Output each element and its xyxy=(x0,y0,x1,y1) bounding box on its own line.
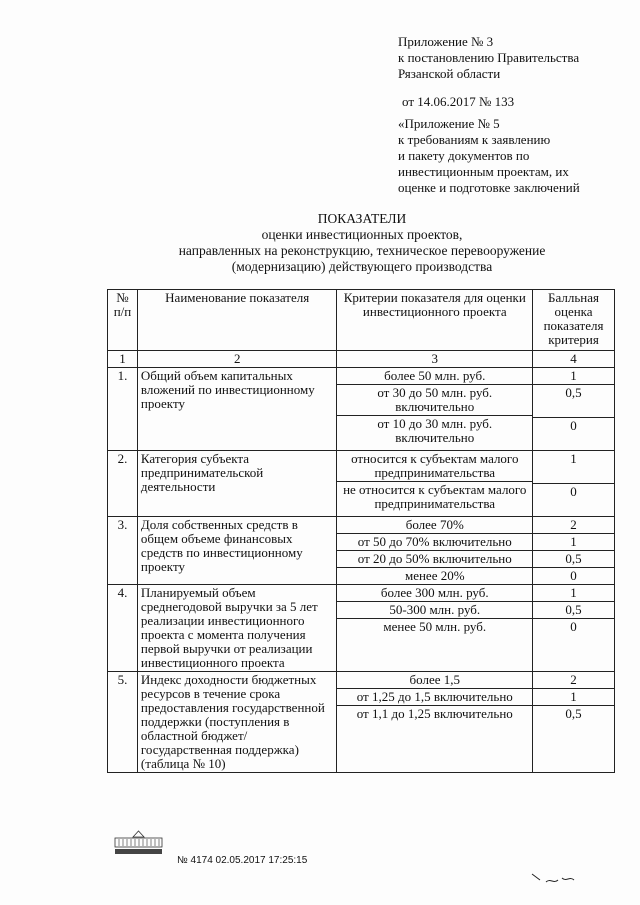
criterion: более 70% xyxy=(337,517,532,534)
table-row xyxy=(108,451,615,517)
criteria-cell xyxy=(337,517,533,585)
appendix-to-resolution: к постановлению Правительства xyxy=(398,50,580,65)
sub-appendix-line2: к требованиям к заявлению xyxy=(398,132,551,147)
criteria-cell xyxy=(337,368,533,451)
criterion: от 50 до 70% включительно xyxy=(337,534,532,551)
title-line3: направленных на реконструкцию, техническое перевооружение xyxy=(178,243,546,258)
score-cell xyxy=(533,451,615,517)
sub-appendix-line3: и пакету документов по xyxy=(398,148,530,163)
table-row xyxy=(108,585,615,672)
score-cell xyxy=(533,585,615,672)
colnum-1: 1 xyxy=(108,351,138,368)
score: 0 xyxy=(570,568,577,583)
table-row xyxy=(108,368,615,451)
score: 0 xyxy=(570,484,577,499)
criterion: более 1,5 xyxy=(337,672,532,689)
criterion: от 30 до 50 млн. руб. включительно xyxy=(337,385,532,416)
score: 0 xyxy=(570,418,577,433)
score-cell xyxy=(533,368,615,451)
criterion: от 1,1 до 1,25 включительно xyxy=(356,706,513,721)
score: 1 xyxy=(533,368,614,385)
appendix-region: Рязанской области xyxy=(398,66,501,81)
criteria-cell xyxy=(337,672,533,773)
colnum-2: 2 xyxy=(137,351,337,368)
table-row xyxy=(108,517,615,585)
appendix-date: от 14.06.2017 № 133 xyxy=(402,94,515,109)
score: 0,5 xyxy=(533,602,614,619)
criterion: более 300 млн. руб. xyxy=(337,585,532,602)
sub-appendix-line4: инвестиционным проектам, их xyxy=(398,164,569,179)
colnum-4: 4 xyxy=(533,351,615,368)
score: 1 xyxy=(533,585,614,602)
indicator-name: Доля собственных средств в общем объеме финансовых средств по инвестиционному проекту xyxy=(137,517,337,585)
criterion: 50-300 млн. руб. xyxy=(337,602,532,619)
document-registration-number: № 4174 02.05.2017 17:25:15 xyxy=(177,855,308,866)
criterion: более 50 млн. руб. xyxy=(337,368,532,385)
row-number: 5. xyxy=(108,672,138,773)
row-number: 4. xyxy=(108,585,138,672)
title-line4: (модернизацию) действующего производства xyxy=(231,259,493,274)
indicator-name: Категория субъекта предпринимательской деятельности xyxy=(137,451,337,517)
header-name: Наименование показателя xyxy=(137,290,337,351)
indicator-name: Общий объем капитальных вложений по инвестиционному проекту xyxy=(137,368,337,451)
criterion: от 10 до 30 млн. руб. включительно xyxy=(377,416,493,445)
row-number: 3. xyxy=(108,517,138,585)
table-header-row xyxy=(108,290,615,351)
criteria-cell xyxy=(337,585,533,672)
header-criteria: Критерии показателя для оценки инвестиционного проекта xyxy=(337,290,533,351)
score: 1 xyxy=(533,689,614,706)
indicators-table xyxy=(107,289,615,773)
row-number: 2. xyxy=(108,451,138,517)
appendix-number: Приложение № 3 xyxy=(398,34,494,49)
score: 1 xyxy=(533,534,614,551)
score: 0,5 xyxy=(533,551,614,568)
header-score: Балльная оценка показателя критерия xyxy=(533,290,615,351)
score: 2 xyxy=(533,517,614,534)
table-row xyxy=(108,672,615,773)
colnum-3: 3 xyxy=(337,351,533,368)
indicator-name: Индекс доходности бюджетных ресурсов в течение срока предоставления государственной поддержки (поступления в областной бюджет/государственная поддержка) (таблица № 10) xyxy=(137,672,337,773)
sub-appendix-line5: оценке и подготовке заключений xyxy=(398,180,580,195)
title-line2: оценки инвестиционных проектов, xyxy=(261,227,463,242)
score: 1 xyxy=(533,451,614,484)
score: 0,5 xyxy=(565,706,582,721)
score-cell xyxy=(533,517,615,585)
handwritten-mark-icon xyxy=(530,868,580,888)
indicator-name: Планируемый объем среднегодовой выручки за 5 лет реализации инвестиционного проекта с момента получения первой выручки от реализации инвестиционного проекта xyxy=(137,585,337,672)
document-title: ПОКАЗАТЕЛИ xyxy=(317,211,407,226)
score: 0,5 xyxy=(533,385,614,418)
registry-stamp-icon xyxy=(111,829,166,859)
sub-appendix-number: «Приложение № 5 xyxy=(398,116,500,131)
row-number: 1. xyxy=(108,368,138,451)
score: 2 xyxy=(533,672,614,689)
criterion: относится к субъектам малого предпринимательства xyxy=(337,451,532,482)
score: 0 xyxy=(570,619,577,634)
criterion: от 1,25 до 1,5 включительно xyxy=(337,689,532,706)
criterion: не относится к субъектам малого предпринимательства xyxy=(343,482,527,511)
criterion: менее 20% xyxy=(404,568,465,583)
score-cell xyxy=(533,672,615,773)
criteria-cell xyxy=(337,451,533,517)
header-num: № п/п xyxy=(108,290,138,351)
criterion: менее 50 млн. руб. xyxy=(383,619,487,634)
criterion: от 20 до 50% включительно xyxy=(337,551,532,568)
column-number-row xyxy=(108,351,615,368)
